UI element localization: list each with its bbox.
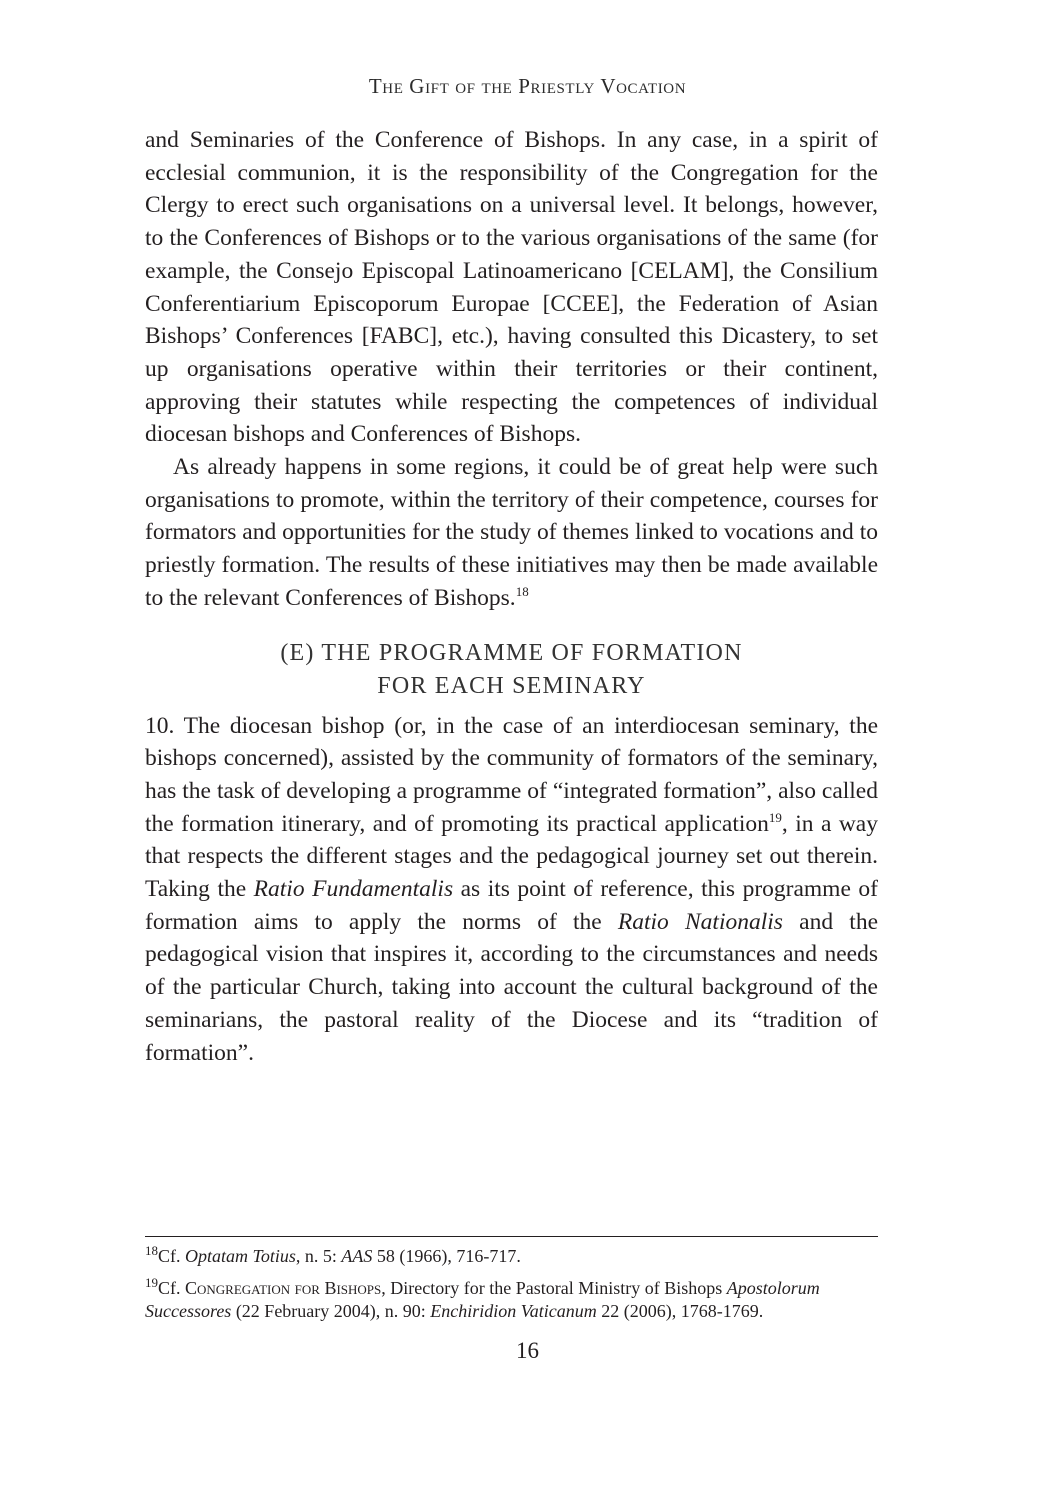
paragraph-10-part-4: and the pedagogical vision that inspires it, according to the circumstances and needs of the particular Church, taking into account the cultural background of the seminarians, the pastoral reality of the Diocese and its “tradition of formation”.: [145, 908, 878, 1066]
paragraph-regional-organisations: [145, 451, 878, 615]
footnote-text: , n. 5:: [295, 1246, 342, 1266]
footnote-number-19: 19: [145, 1275, 158, 1290]
body-text: [145, 124, 878, 1069]
section-heading: [145, 637, 878, 703]
paragraph-10-part-2: , in a way that respects the different stages and the pedagogical journey set out therein. Taking the: [145, 810, 878, 903]
page-number: 16: [516, 1338, 539, 1363]
footnote-ref-18[interactable]: 18: [515, 584, 529, 600]
footnote-divider: [145, 1236, 878, 1237]
footnotes: [145, 1245, 878, 1332]
footnote-text: 22 (2006), 1768-1769.: [596, 1301, 764, 1321]
section-heading-line-2: FOR EACH SEMINARY: [377, 672, 646, 699]
paragraph-text: As already happens in some regions, it could be of great help were such organisations to promote, within the territory of their competence, courses for formators and opportunities for the study of themes linked to vocations and to priestly formation. The results of these initiatives may then be made available to the relevant Conferences of Bishops.: [145, 454, 878, 611]
footnote-italic-title: Apostolorum Successores: [145, 1278, 820, 1321]
footnote-italic-source: Enchiridion Vaticanum: [430, 1301, 597, 1321]
footnote-ref-19[interactable]: 19: [768, 809, 782, 825]
footnote-19: [145, 1277, 878, 1323]
ratio-nationalis-italic: Ratio Nationalis: [617, 908, 783, 935]
footnote-text: 58 (1966), 716-717.: [372, 1246, 521, 1266]
paragraph-10: [145, 710, 878, 1070]
footnote-text: Cf.: [158, 1246, 185, 1266]
paragraph-continued: and Seminaries of the Conference of Bishops. In any case, in a spirit of ecclesial communion, it is the responsibility of the Congregation for the Clergy to erect such organisations on a universal level. It belongs, however, to the Conferences of Bishops or to the various organisations of the same (for example, the Consejo Episcopal Latinoamericano [CELAM], the Consilium Conferentiarium Episcoporum Europae [CCEE], the Federation of Asian Bishops’ Conferences [FABC], etc.), having consulted this Dicastery, to set up organisations operative within their territories or their continent, approving their statutes while respecting the competences of individual diocesan bishops and Conferences of Bishops.: [145, 127, 878, 448]
footnote-italic-journal: AAS: [341, 1246, 373, 1266]
ratio-fundamentalis-italic: Ratio Fundamentalis: [253, 876, 454, 903]
footnote-author-smallcaps: Congregation for Bishops: [185, 1278, 382, 1298]
footnote-text: (22 February 2004), n. 90:: [231, 1301, 431, 1321]
footnote-text: Cf.: [158, 1278, 185, 1298]
footnote-18: [145, 1245, 878, 1268]
paragraph-10-part-3: as its point of reference, this programme of formation aims to apply the norms of the: [145, 876, 878, 935]
footnote-italic-title: Optatam Totius: [185, 1246, 296, 1266]
footnote-number-18: 18: [145, 1243, 158, 1258]
running-head: The Gift of the Priestly Vocation: [368, 74, 687, 98]
paragraph-10-part-1: 10. The diocesan bishop (or, in the case of an interdiocesan seminary, the bishops concerned), assisted by the community of formators of the seminary, has the task of developing a programme of “integrated formation”, also called the formation itinerary, and of promoting its practical application: [145, 712, 878, 837]
section-heading-line-1: (E) THE PROGRAMME OF FORMATION: [280, 639, 743, 666]
footnote-text: , Directory for the Pastoral Ministry of Bishops: [381, 1278, 727, 1298]
